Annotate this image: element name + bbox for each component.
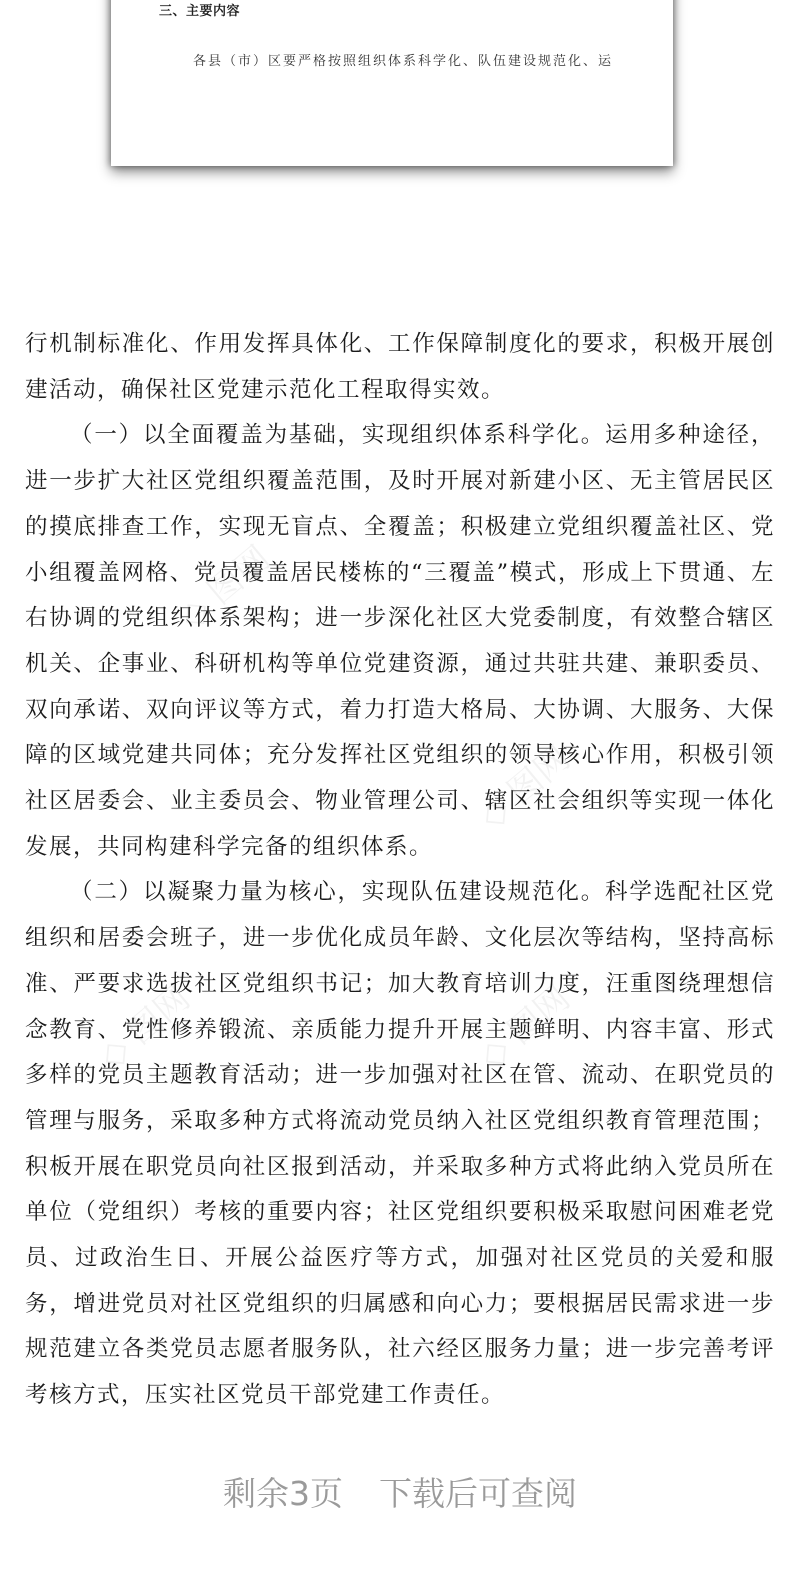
body-paragraph: （二）以凝聚力量为核心，实现队伍建设规范化。科学选配社区党组织和居委会班子，进一步优化成员年龄、文化层次等结构，坚持高标准、严要求选拔社区党组织书记；加大教育培训力度，汪重图绕理想信念教育、党性修养锻流、亲质能力提升开展主题鲜明、内容丰富、形式多样的党员主题教育活动；进一步加强对社区在管、流动、在职党员的管理与服务，采取多种方式将流动党员纳入社区党组织教育管理范围；积板开展在职党员向社区报到活动，并采取多种方式将此纳入党员所在单位（党组织）考核的重要内容；社区党组织要积极采取慰问困难老党员、过政治生日、开展公益医疗等方式，加强对社区党员的关爱和服务，增进党员对社区党组织的归属感和向心力；要根据居民需求进一步规范建立各类党员志愿者服务队，社六经区服务力量；进一步完善考评考核方式，压实社区党员干部党建工作责任。 xyxy=(25,879,775,1409)
remaining-pages-prompt[interactable] xyxy=(0,1468,800,1515)
body-paragraph: （一）以全面覆盖为基础，实现组织体系科学化。运用多种途径，进一步扩大社区党组织覆盖范围，及时开展对新建小区、无主管居民区的摸底排查工作，实现无盲点、全覆盖；积极建立党组织覆盖社区、党小组覆盖网格、党员覆盖居民楼栋的“三覆盖”模式，形成上下贯通、左右协调的党组织体系架构；进一步深化社区大党委制度，有效整合辖区机关、企事业、科研机构等单位党建资源，通过共驻共建、兼职委员、双向承诺、双向评议等方式，着力打造大格局、大协调、大服务、大保障的区域党建共同体；充分发挥社区党组织的领导核心作用，积极引领社区居委会、业主委员会、物业管理公司、辖区社会组织等实现一体化发展，共同构建科学完备的组织体系。 xyxy=(25,422,775,860)
document-body xyxy=(25,322,775,1419)
remaining-pages-label: 剩余3页 xyxy=(223,1474,343,1513)
watermark: ◇ 图网 xyxy=(471,738,578,837)
watermark: ◇ 图网 xyxy=(171,538,278,637)
download-hint: 下载后可查阅 xyxy=(379,1474,577,1513)
section-heading: 三、主要内容 xyxy=(159,4,241,19)
preview-first-line: 各县（市）区要严格按照组织体系科学化、队伍建设规范化、运 xyxy=(193,54,614,69)
watermark: ◇ 图网 xyxy=(91,978,198,1077)
document-preview-card xyxy=(111,0,673,166)
watermark: ◇ 图网 xyxy=(471,978,578,1077)
body-paragraph: 行机制标准化、作用发挥具体化、工作保障制度化的要求，积极开展创建活动，确保社区党建示范化工程取得实效。 xyxy=(25,331,775,403)
